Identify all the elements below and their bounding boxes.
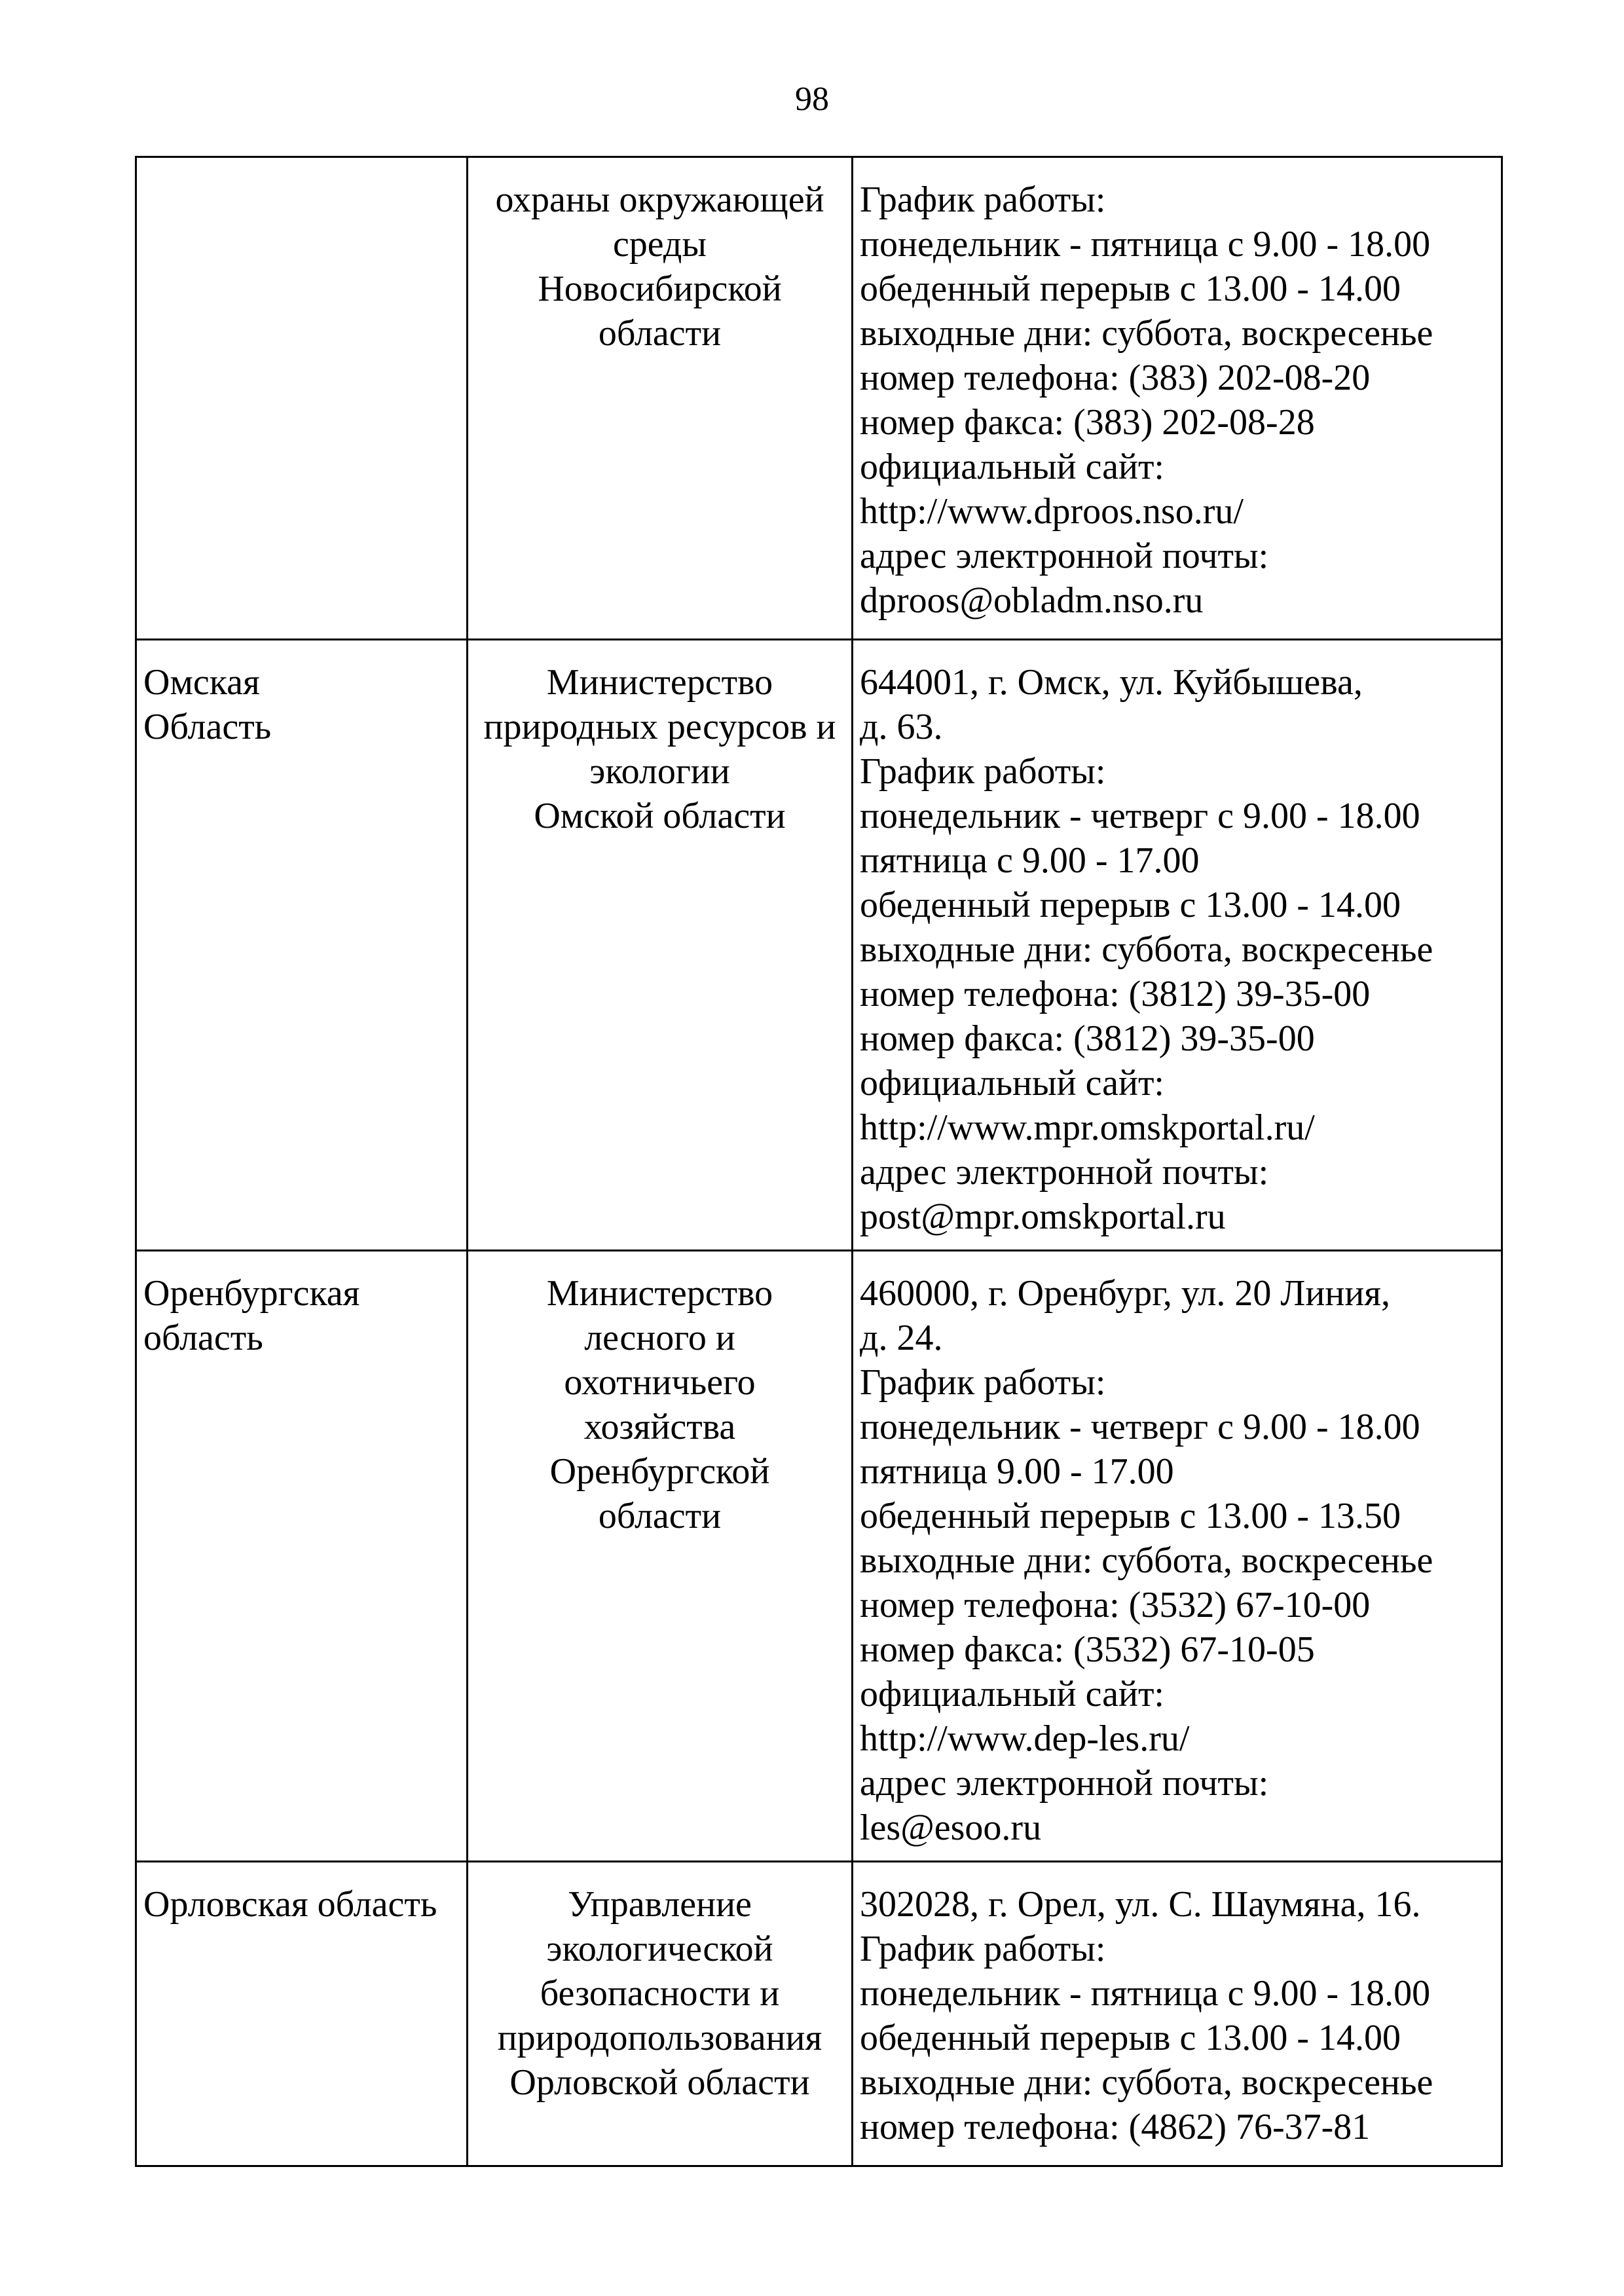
region-line: область (143, 1318, 263, 1358)
contact-line: 644001, г. Омск, ул. Куйбышева, (860, 662, 1363, 703)
contact-line: 460000, г. Оренбург, ул. 20 Линия, (860, 1273, 1391, 1314)
region-cell (136, 1251, 468, 1862)
contact-line: График работы: (860, 751, 1106, 792)
contact-line: номер телефона: (4862) 76-37-81 (860, 2107, 1371, 2147)
region-cell (136, 640, 468, 1251)
organization-line: области (598, 313, 722, 354)
table-row (136, 640, 1502, 1251)
contact-line: пятница с 9.00 - 17.00 (860, 840, 1200, 881)
contact-line: номер телефона: (3532) 67-10-00 (860, 1585, 1371, 1625)
contact-line: обеденный перерыв с 13.00 - 14.00 (860, 2018, 1401, 2058)
contact-line: номер факса: (383) 202-08-28 (860, 402, 1315, 443)
contact-line: График работы: (860, 179, 1106, 220)
email-link[interactable]: post@mpr.omskportal.ru (860, 1196, 1226, 1237)
page-number: 98 (795, 81, 829, 118)
website-link[interactable]: http://www.dep-les.ru/ (860, 1718, 1190, 1759)
contact-line: понедельник - четверг с 9.00 - 18.00 (860, 1407, 1420, 1447)
email-link[interactable]: les@esoo.ru (860, 1807, 1042, 1848)
contact-line: выходные дни: суббота, воскресенье (860, 929, 1433, 970)
contacts-cell (853, 1862, 1502, 2166)
contact-line: выходные дни: суббота, воскресенье (860, 1540, 1433, 1581)
organization-line: охраны окружающей (495, 179, 824, 220)
organization-line: Управление (568, 1884, 752, 1925)
organization-line: Омской области (534, 796, 786, 836)
organization-line: Министерство (546, 662, 773, 703)
region-line: Область (143, 707, 272, 747)
contact-line: выходные дни: суббота, воскресенье (860, 2062, 1433, 2103)
table-row (136, 1862, 1502, 2166)
organization-line: охотничьего (564, 1362, 756, 1403)
region-cell (136, 157, 468, 640)
contact-line: адрес электронной почты: (860, 1152, 1269, 1193)
website-link[interactable]: http://www.mpr.omskportal.ru/ (860, 1107, 1315, 1148)
contact-line: официальный сайт: (860, 447, 1164, 487)
contact-line: выходные дни: суббота, воскресенье (860, 313, 1433, 354)
website-link[interactable]: http://www.dproos.nso.ru/ (860, 491, 1244, 532)
contact-line: номер телефона: (383) 202-08-20 (860, 358, 1371, 398)
contact-line: График работы: (860, 1362, 1106, 1403)
contacts-cell (853, 157, 1502, 640)
region-cell (136, 1862, 468, 2166)
organization-line: среды (612, 224, 707, 265)
organization-line: безопасности и (540, 1973, 780, 2014)
organization-line: природопользования (497, 2018, 822, 2058)
contact-line: понедельник - пятница с 9.00 - 18.00 (860, 1973, 1431, 2014)
contact-line: 302028, г. Орел, ул. С. Шаумяна, 16. (860, 1884, 1421, 1925)
organization-cell (468, 640, 853, 1251)
region-line: Омская (143, 662, 260, 703)
table-row (136, 1251, 1502, 1862)
contact-line: номер телефона: (3812) 39-35-00 (860, 974, 1371, 1014)
contact-line: д. 24. (860, 1318, 943, 1358)
organization-cell (468, 1251, 853, 1862)
contacts-cell (853, 640, 1502, 1251)
contact-line: понедельник - четверг с 9.00 - 18.00 (860, 796, 1420, 836)
organization-line: природных ресурсов и (483, 707, 836, 747)
organization-line: Орловской области (509, 2062, 810, 2103)
organization-cell (468, 157, 853, 640)
organization-line: Новосибирской (538, 268, 782, 309)
contacts-cell (853, 1251, 1502, 1862)
contacts-table (135, 156, 1503, 2167)
table-row (136, 157, 1502, 640)
region-line: Оренбургская (143, 1273, 360, 1314)
contact-line: адрес электронной почты: (860, 536, 1269, 576)
region-line: Орловская область (143, 1884, 437, 1925)
organization-line: Министерство (546, 1273, 773, 1314)
contact-line: д. 63. (860, 707, 943, 747)
contact-line: обеденный перерыв с 13.00 - 14.00 (860, 268, 1401, 309)
contact-line: обеденный перерыв с 13.00 - 14.00 (860, 885, 1401, 925)
organization-line: хозяйства (583, 1407, 736, 1447)
contact-line: официальный сайт: (860, 1063, 1164, 1103)
contact-line: пятница 9.00 - 17.00 (860, 1451, 1174, 1492)
contact-line: номер факса: (3532) 67-10-05 (860, 1629, 1315, 1670)
contact-line: понедельник - пятница с 9.00 - 18.00 (860, 224, 1431, 265)
contact-line: официальный сайт: (860, 1674, 1164, 1714)
organization-line: экологической (546, 1929, 773, 1969)
organization-line: Оренбургской (549, 1451, 770, 1492)
organization-line: лесного и (584, 1318, 735, 1358)
organization-line: области (598, 1496, 722, 1536)
contact-line: адрес электронной почты: (860, 1763, 1269, 1804)
contact-line: номер факса: (3812) 39-35-00 (860, 1018, 1315, 1059)
organization-line: экологии (589, 751, 730, 792)
email-link[interactable]: dproos@obladm.nso.ru (860, 580, 1204, 621)
contact-line: обеденный перерыв с 13.00 - 13.50 (860, 1496, 1401, 1536)
contact-line: График работы: (860, 1929, 1106, 1969)
organization-cell (468, 1862, 853, 2166)
